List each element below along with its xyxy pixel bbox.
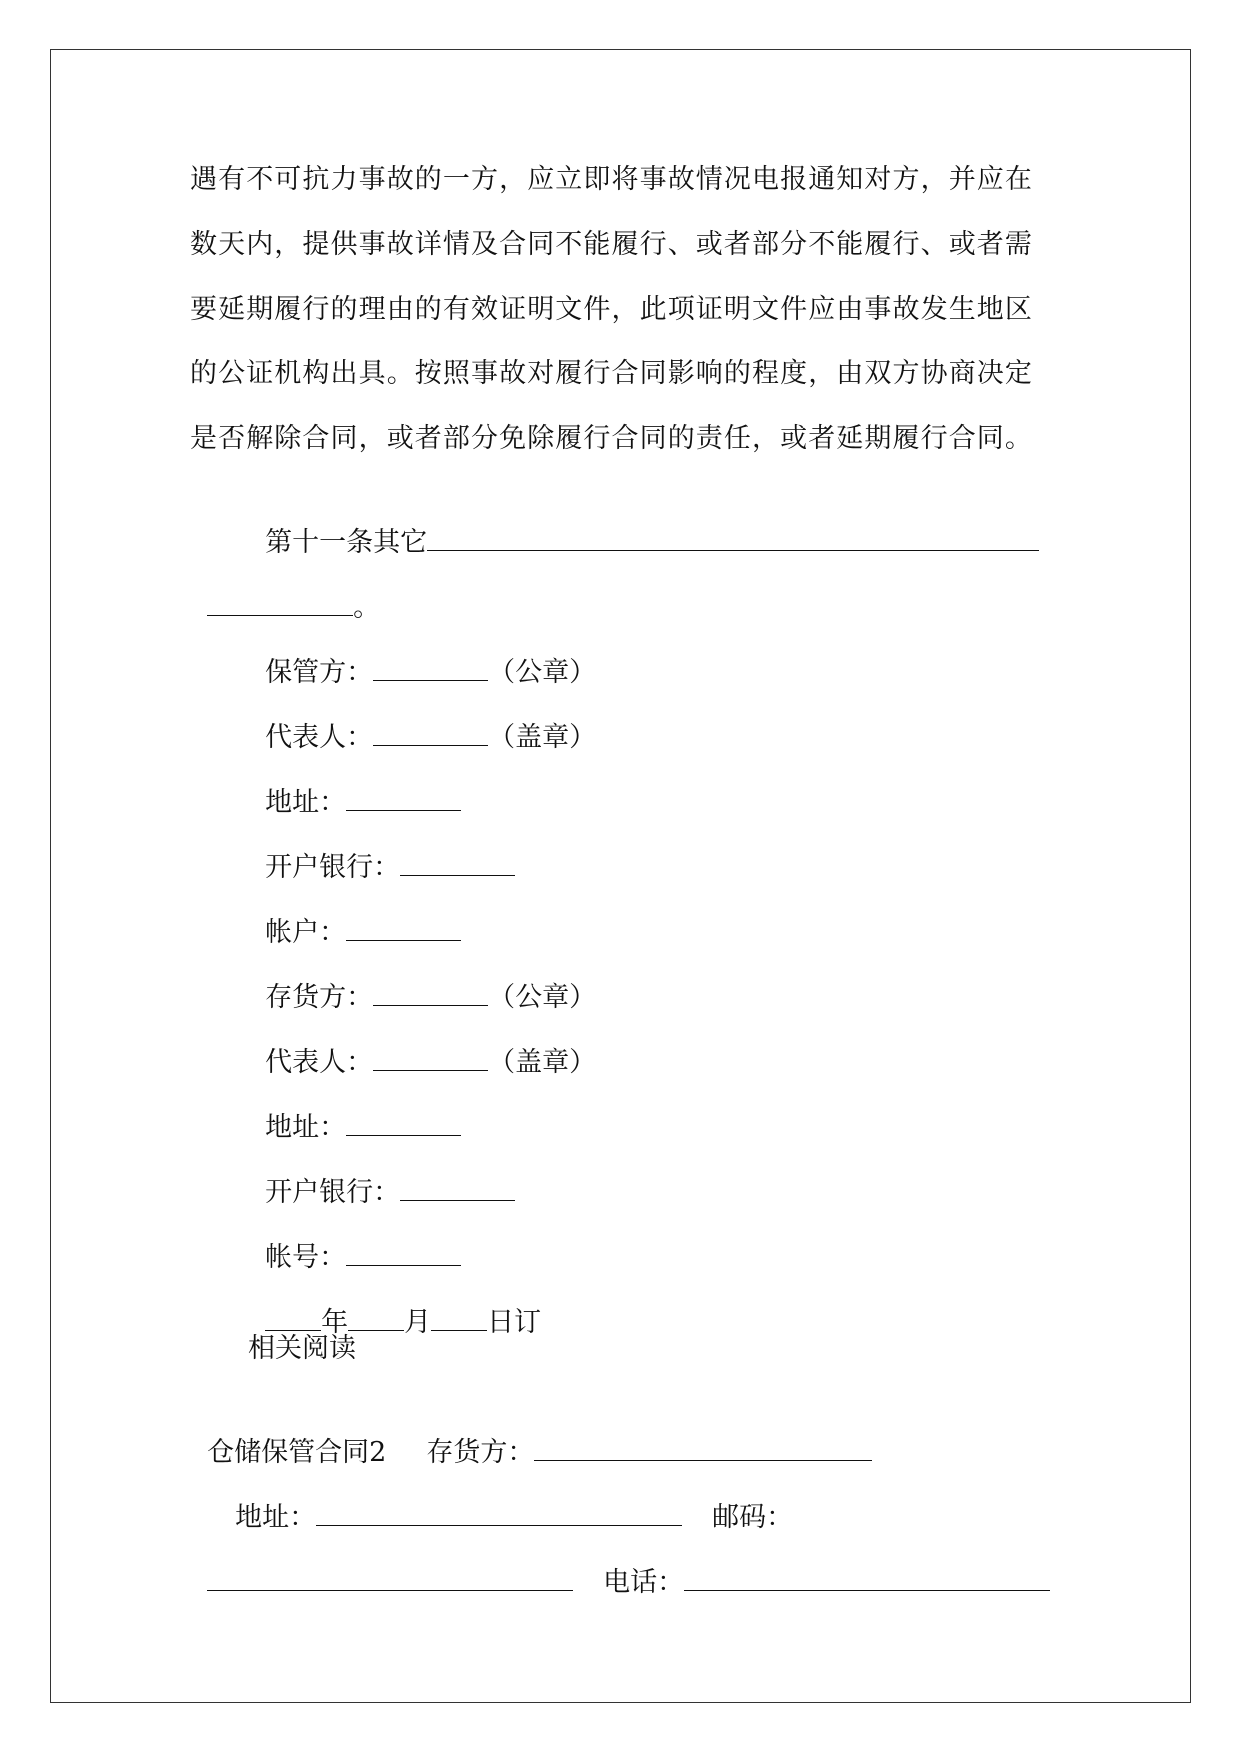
depositor-rep-blank[interactable]	[373, 1042, 488, 1071]
article-blank[interactable]	[427, 522, 1039, 551]
date-line	[248, 1266, 541, 1341]
custodian-account-label: 帐户：	[265, 917, 347, 948]
depositor-address-line	[248, 1071, 461, 1146]
article-blank-continued[interactable]	[207, 587, 353, 616]
depositor-bank-label: 开户银行：	[265, 1177, 401, 1208]
contract2-postcode-label: 邮码：	[712, 1502, 794, 1533]
paragraph-line-2: 数天内，提供事故详情及合同不能履行、或者部分不能履行、或者需	[190, 229, 1033, 260]
day-label: 日订	[487, 1307, 542, 1338]
contract2-phone-label: 电话：	[603, 1567, 685, 1598]
custodian-account-line	[248, 876, 461, 951]
depositor-party-blank[interactable]	[373, 977, 488, 1006]
custodian-party-line	[248, 616, 596, 691]
paragraph-line-3: 要延期履行的理由的有效证明文件，此项证明文件应由事故发生地区	[190, 294, 1033, 325]
custodian-party-seal: （公章）	[488, 657, 597, 688]
year-label: 年	[321, 1307, 349, 1338]
paragraph-line-4: 的公证机构出具。按照事故对履行合同影响的程度，由双方协商决定	[190, 358, 1033, 389]
related-reading: 相关阅读	[248, 1333, 356, 1364]
depositor-account-label: 帐号：	[265, 1242, 347, 1273]
day-blank[interactable]	[431, 1302, 487, 1331]
contract2-address-line	[218, 1461, 793, 1536]
depositor-party-label: 存货方：	[265, 982, 374, 1013]
contract2-address-label: 地址：	[235, 1502, 317, 1533]
contract2-title-line	[190, 1396, 872, 1471]
custodian-address-label: 地址：	[265, 787, 347, 818]
depositor-account-blank[interactable]	[346, 1237, 461, 1266]
depositor-party-line	[248, 941, 596, 1016]
depositor-party-seal: （公章）	[488, 982, 597, 1013]
article-11-continuation	[190, 551, 380, 626]
contract2-address-blank[interactable]	[316, 1497, 682, 1526]
contract2-postcode-blank[interactable]	[207, 1562, 573, 1591]
article-label: 第十一条其它	[265, 527, 428, 558]
article-end: 。	[353, 592, 381, 623]
custodian-bank-blank[interactable]	[400, 847, 515, 876]
contract2-title: 仓储保管合同2	[207, 1437, 387, 1468]
contract2-phone-blank[interactable]	[684, 1562, 1050, 1591]
custodian-bank-line	[248, 811, 515, 886]
depositor-rep-label: 代表人：	[265, 1047, 374, 1078]
custodian-rep-label: 代表人：	[265, 722, 374, 753]
paragraph-line-1: 遇有不可抗力事故的一方，应立即将事故情况电报通知对方，并应在	[190, 164, 1033, 195]
custodian-address-line	[248, 746, 461, 821]
custodian-bank-label: 开户银行：	[265, 852, 401, 883]
month-blank[interactable]	[348, 1302, 404, 1331]
contract2-depositor-label: 存货方：	[426, 1437, 535, 1468]
custodian-address-blank[interactable]	[346, 782, 461, 811]
contract2-depositor-blank[interactable]	[534, 1432, 872, 1461]
depositor-address-label: 地址：	[265, 1112, 347, 1143]
custodian-rep-line	[248, 681, 596, 756]
custodian-account-blank[interactable]	[346, 912, 461, 941]
article-11-line	[248, 486, 1039, 561]
depositor-address-blank[interactable]	[346, 1107, 461, 1136]
custodian-party-label: 保管方：	[265, 657, 374, 688]
paragraph-line-5: 是否解除合同，或者部分免除履行合同的责任，或者延期履行合同。	[190, 423, 1033, 454]
depositor-account-line	[248, 1201, 461, 1276]
custodian-rep-seal: （盖章）	[488, 722, 597, 753]
custodian-rep-blank[interactable]	[373, 717, 488, 746]
custodian-party-blank[interactable]	[373, 652, 488, 681]
month-label: 月	[404, 1307, 432, 1338]
depositor-bank-line	[248, 1136, 515, 1211]
depositor-rep-line	[248, 1006, 596, 1081]
depositor-rep-seal: （盖章）	[488, 1047, 597, 1078]
year-blank[interactable]	[265, 1302, 321, 1331]
depositor-bank-blank[interactable]	[400, 1172, 515, 1201]
contract2-phone-line	[190, 1526, 1050, 1601]
